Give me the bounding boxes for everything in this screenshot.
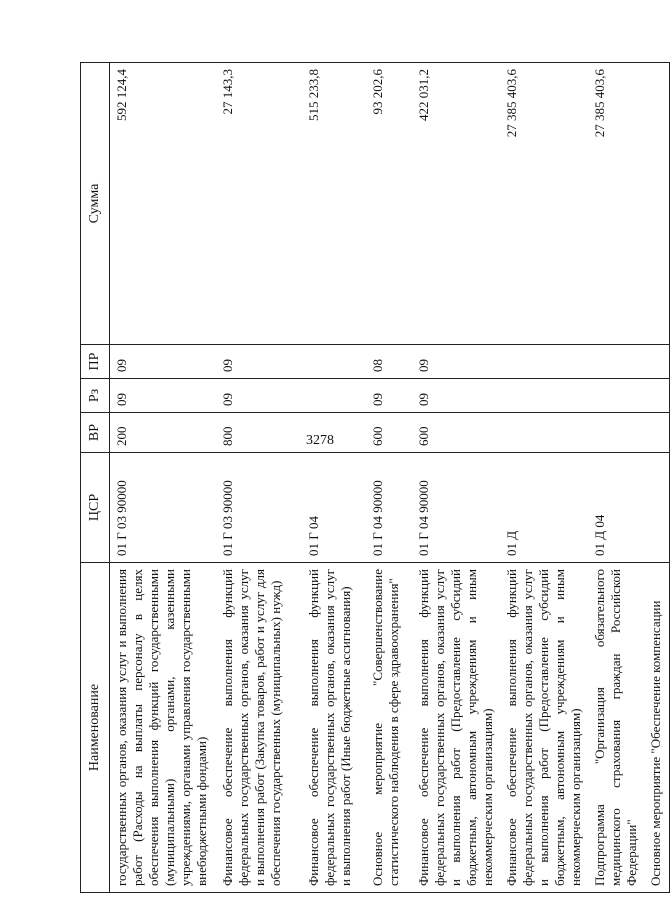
row-name: Основное мероприятие "Совершенствование статистического наблюдения в сфере здравоохранения" bbox=[366, 563, 412, 893]
table-row bbox=[588, 63, 644, 893]
row-sum: 27 385 403,6 bbox=[500, 63, 588, 345]
row-vr: 200 bbox=[110, 413, 216, 453]
row-pr bbox=[302, 345, 366, 379]
row-rz bbox=[588, 379, 644, 413]
header-sum: Сумма bbox=[81, 63, 110, 345]
table-row bbox=[216, 63, 302, 893]
row-csr: 01 Г 04 bbox=[302, 453, 366, 563]
row-vr: 600 bbox=[412, 413, 500, 453]
row-pr: 09 bbox=[412, 345, 500, 379]
row-pr: 09 bbox=[110, 345, 216, 379]
row-rz bbox=[302, 379, 366, 413]
row-csr: 01 Г 03 90000 bbox=[110, 453, 216, 563]
row-name: Основное мероприятие "Обеспечение компенсации bbox=[644, 563, 670, 893]
row-sum: 27 385 403,6 bbox=[588, 63, 644, 345]
budget-table bbox=[80, 62, 670, 893]
row-csr bbox=[644, 453, 670, 563]
row-csr: 01 Г 04 90000 bbox=[366, 453, 412, 563]
table-row bbox=[412, 63, 500, 893]
row-sum: 515 233,8 bbox=[302, 63, 366, 345]
row-pr: 09 bbox=[216, 345, 302, 379]
row-name: Финансовое обеспечение выполнения функций федеральных государственных органов, оказания услуг и выполнения работ (Закупка товаров, работ и услуг для обеспечения государственных (муниципальных) нужд) bbox=[216, 563, 302, 893]
row-name: Финансовое обеспечение выполнения функций федеральных государственных органов, оказания услуг и выполнения работ (Иные бюджетные ассигнования) bbox=[302, 563, 366, 893]
row-csr: 01 Д bbox=[500, 453, 588, 563]
header-name: Наименование bbox=[81, 563, 110, 893]
table-row bbox=[110, 63, 216, 893]
row-name: государственных органов, оказания услуг и выполнения работ (Расходы на выплаты персоналу в целях обеспечения выполнения функций государственными (муниципальными) органами, казенными учреждениями, органами управления государственными внебюджетными фондами) bbox=[110, 563, 216, 893]
row-rz bbox=[500, 379, 588, 413]
row-rz: 09 bbox=[366, 379, 412, 413]
row-csr: 01 Д 04 bbox=[588, 453, 644, 563]
row-vr bbox=[302, 413, 366, 453]
header-rz: Рз bbox=[81, 379, 110, 413]
table-row bbox=[644, 63, 670, 893]
row-name: Финансовое обеспечение выполнения функций федеральных государственных органов, оказания услуг и выполнения работ (Предоставление субсидий бюджетным, автономным учреждениям и иным некоммерческим организациям) bbox=[500, 563, 588, 893]
header-pr: ПР bbox=[81, 345, 110, 379]
header-csr: ЦСР bbox=[81, 453, 110, 563]
row-pr bbox=[644, 345, 670, 379]
row-sum bbox=[644, 63, 670, 345]
row-rz: 09 bbox=[412, 379, 500, 413]
row-vr bbox=[588, 413, 644, 453]
table-row bbox=[366, 63, 412, 893]
row-pr bbox=[500, 345, 588, 379]
row-rz bbox=[644, 379, 670, 413]
row-rz: 09 bbox=[216, 379, 302, 413]
row-sum: 592 124,4 bbox=[110, 63, 216, 345]
row-sum: 27 143,3 bbox=[216, 63, 302, 345]
row-pr bbox=[588, 345, 644, 379]
table-row bbox=[302, 63, 366, 893]
row-vr bbox=[644, 413, 670, 453]
row-csr: 01 Г 04 90000 bbox=[412, 453, 500, 563]
row-vr bbox=[500, 413, 588, 453]
row-vr: 800 bbox=[216, 413, 302, 453]
row-sum: 422 031,2 bbox=[412, 63, 500, 345]
row-pr: 08 bbox=[366, 345, 412, 379]
header-vr: ВР bbox=[81, 413, 110, 453]
row-csr: 01 Г 03 90000 bbox=[216, 453, 302, 563]
page-number: 3278 bbox=[306, 433, 334, 448]
table-header bbox=[81, 63, 110, 893]
table-row bbox=[500, 63, 588, 893]
row-name: Подпрограмма "Организация обязательного медицинского страхования граждан Российской Федерации" bbox=[588, 563, 644, 893]
table-body bbox=[110, 63, 670, 893]
row-rz: 09 bbox=[110, 379, 216, 413]
row-name: Финансовое обеспечение выполнения функций федеральных государственных органов, оказания услуг и выполнения работ (Предоставление субсидий бюджетным, автономным учреждениям и иным некоммерческим организациям) bbox=[412, 563, 500, 893]
row-sum: 93 202,6 bbox=[366, 63, 412, 345]
row-vr: 600 bbox=[366, 413, 412, 453]
rotated-budget-page bbox=[80, 63, 663, 893]
